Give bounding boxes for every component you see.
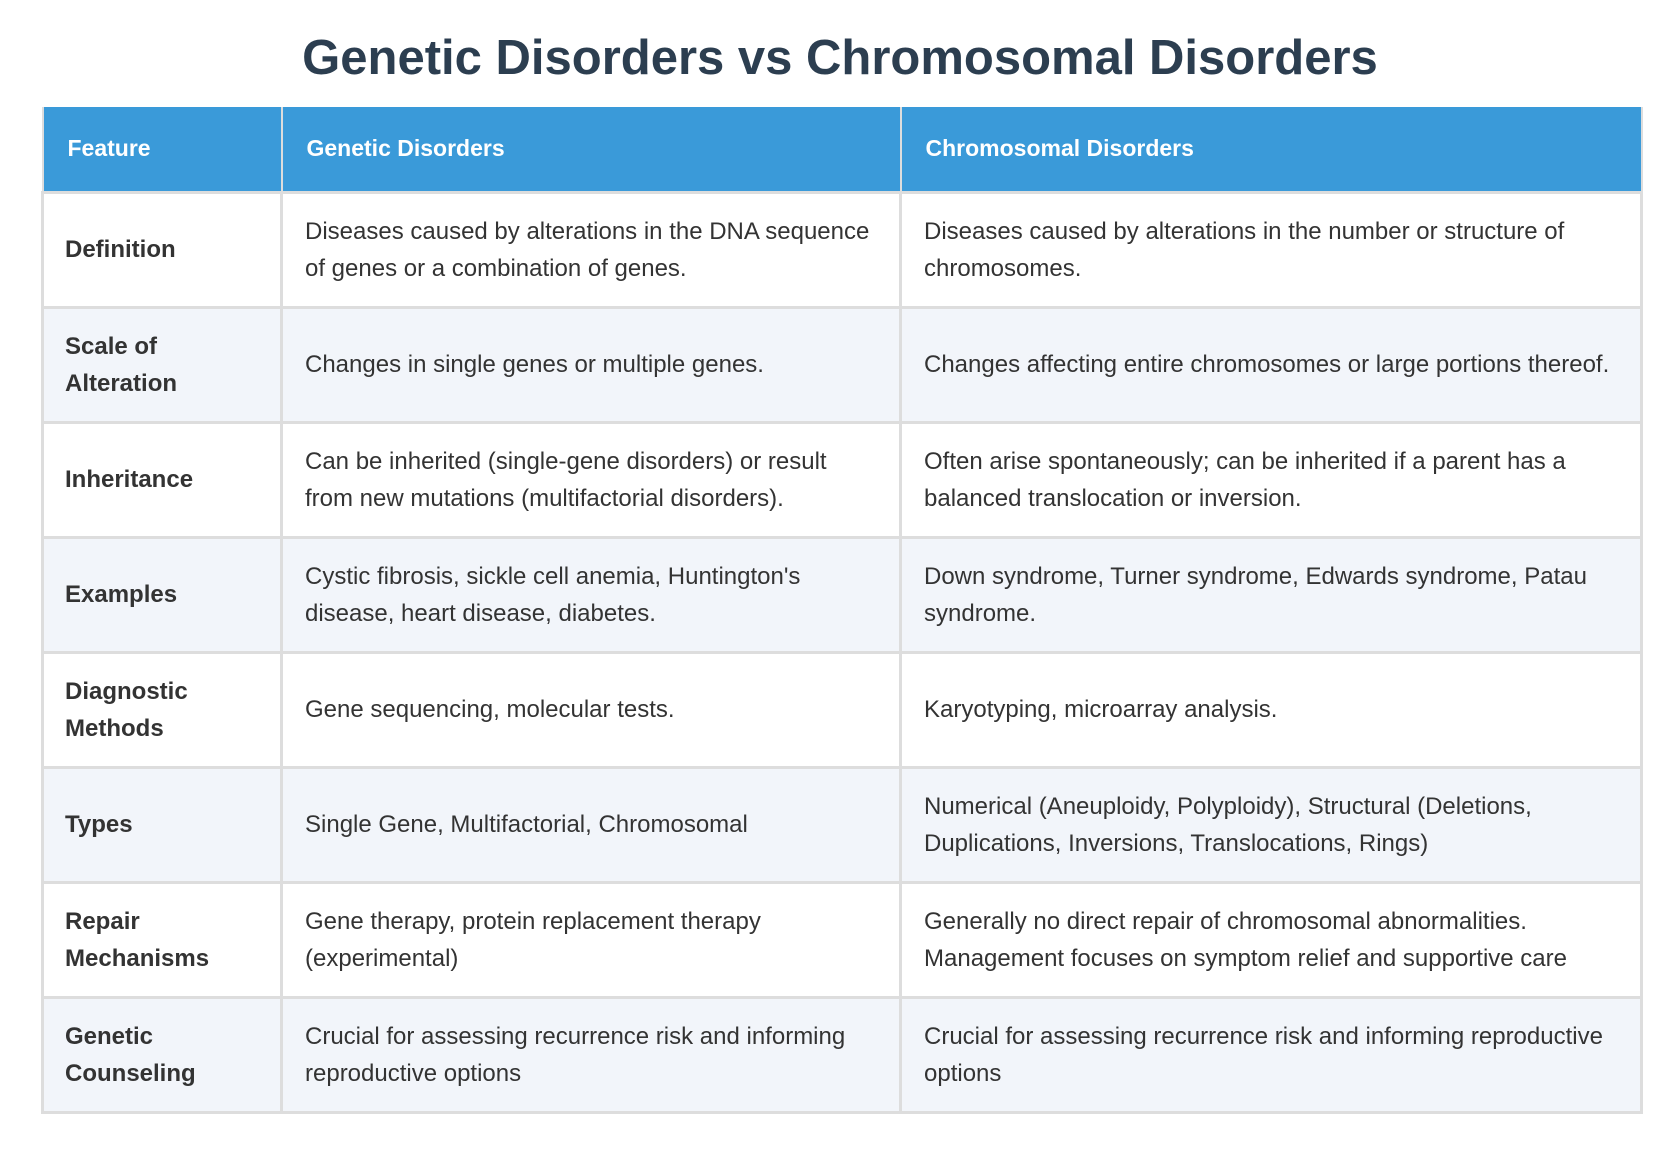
row-feature-cell: Types xyxy=(43,767,282,882)
row-feature-cell: Definition xyxy=(43,192,282,307)
column-header-chromosomal-disorders: Chromosomal Disorders xyxy=(901,107,1642,192)
row-genetic-cell: Changes in single genes or multiple genes. xyxy=(282,307,901,422)
table-header xyxy=(43,107,1642,192)
row-chromosomal-cell: Generally no direct repair of chromosomal abnormalities. Management focuses on symptom relief and supportive care xyxy=(901,882,1642,997)
row-chromosomal-cell: Karyotyping, microarray analysis. xyxy=(901,652,1642,767)
row-feature-cell: Examples xyxy=(43,537,282,652)
column-header-genetic-disorders: Genetic Disorders xyxy=(282,107,901,192)
table-row xyxy=(43,307,1642,422)
table-row xyxy=(43,882,1642,997)
row-genetic-cell: Cystic fibrosis, sickle cell anemia, Huntington's disease, heart disease, diabetes. xyxy=(282,537,901,652)
table-row xyxy=(43,192,1642,307)
row-chromosomal-cell: Changes affecting entire chromosomes or large portions thereof. xyxy=(901,307,1642,422)
table-row xyxy=(43,997,1642,1112)
row-feature-cell: Repair Mechanisms xyxy=(43,882,282,997)
row-chromosomal-cell: Diseases caused by alterations in the number or structure of chromosomes. xyxy=(901,192,1642,307)
row-chromosomal-cell: Often arise spontaneously; can be inherited if a parent has a balanced translocation or inversion. xyxy=(901,422,1642,537)
row-chromosomal-cell: Down syndrome, Turner syndrome, Edwards syndrome, Patau syndrome. xyxy=(901,537,1642,652)
table-header-row xyxy=(43,107,1642,192)
row-genetic-cell: Gene therapy, protein replacement therapy (experimental) xyxy=(282,882,901,997)
page-title: Genetic Disorders vs Chromosomal Disorders xyxy=(302,31,1378,85)
table-row xyxy=(43,767,1642,882)
row-genetic-cell: Single Gene, Multifactorial, Chromosomal xyxy=(282,767,901,882)
table-body xyxy=(43,192,1642,1112)
row-chromosomal-cell: Crucial for assessing recurrence risk and informing reproductive options xyxy=(901,997,1642,1112)
row-chromosomal-cell: Numerical (Aneuploidy, Polyploidy), Structural (Deletions, Duplications, Inversions, Translocations, Rings) xyxy=(901,767,1642,882)
row-feature-cell: Diagnostic Methods xyxy=(43,652,282,767)
table-row xyxy=(43,537,1642,652)
comparison-table-container xyxy=(41,107,1640,1114)
table-row xyxy=(43,422,1642,537)
row-feature-cell: Scale of Alteration xyxy=(43,307,282,422)
row-feature-cell: Genetic Counseling xyxy=(43,997,282,1112)
row-genetic-cell: Gene sequencing, molecular tests. xyxy=(282,652,901,767)
row-genetic-cell: Can be inherited (single-gene disorders) or result from new mutations (multifactorial disorders). xyxy=(282,422,901,537)
row-feature-cell: Inheritance xyxy=(43,422,282,537)
comparison-table xyxy=(41,107,1643,1114)
row-genetic-cell: Diseases caused by alterations in the DNA sequence of genes or a combination of genes. xyxy=(282,192,901,307)
table-row xyxy=(43,652,1642,767)
column-header-feature: Feature xyxy=(43,107,282,192)
row-genetic-cell: Crucial for assessing recurrence risk and informing reproductive options xyxy=(282,997,901,1112)
